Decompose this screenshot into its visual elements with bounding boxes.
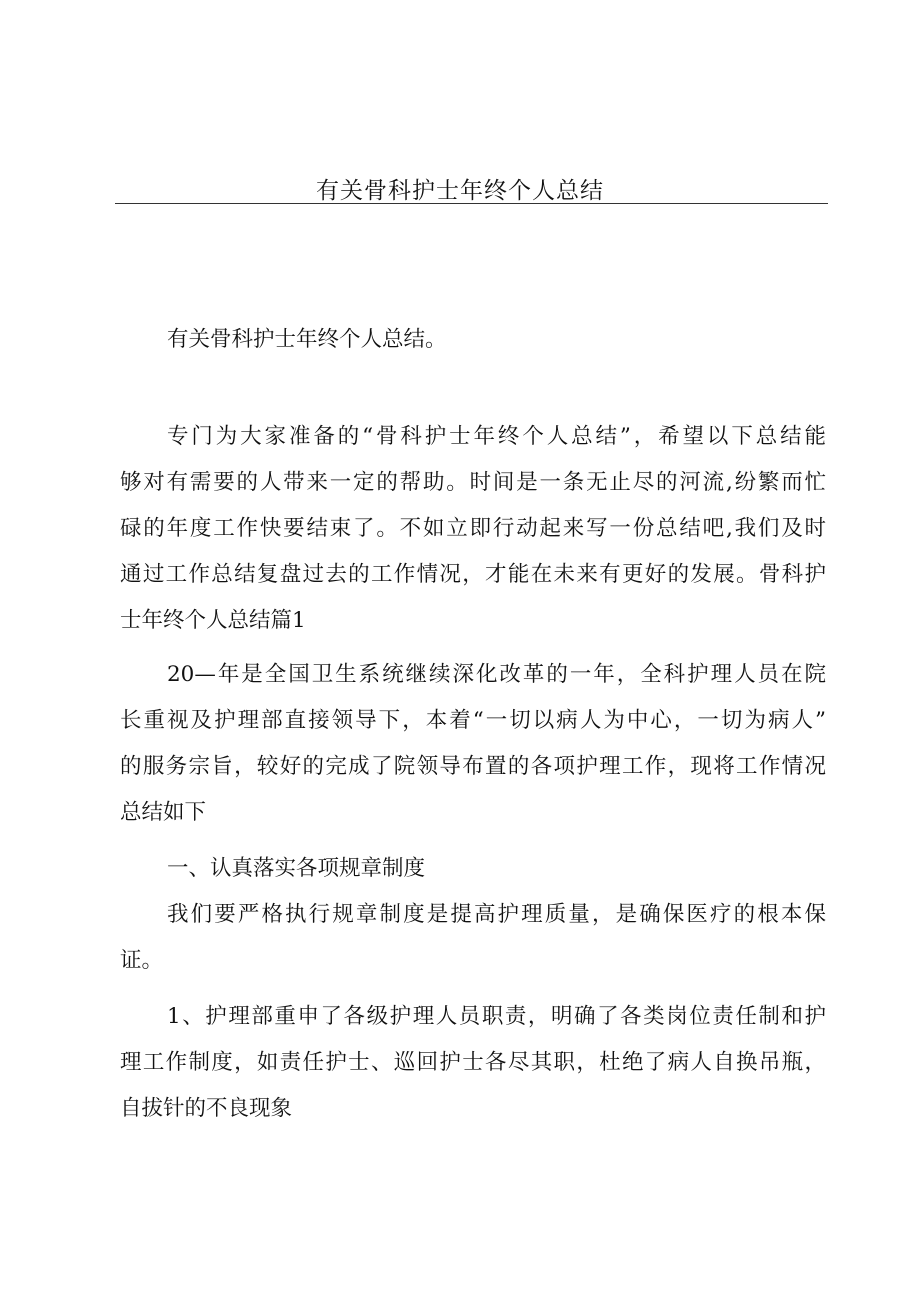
text-line: 碌的年度工作快要结束了。不如立即行动起来写一份总结吧,我们及时 bbox=[120, 516, 826, 541]
text-line: 我们要严格执行规章制度是提高护理质量，是确保医疗的根本保 bbox=[167, 902, 826, 927]
text-line: 20—年是全国卫生系统继续深化改革的一年，全科护理人员在院 bbox=[167, 662, 826, 687]
text-line: 自拔针的不良现象 bbox=[120, 1096, 293, 1121]
document-title: 有关骨科护士年终个人总结 bbox=[316, 178, 604, 204]
text-line: 长重视及护理部直接领导下，本着“一切以病人为中心，一切为病人” bbox=[120, 708, 826, 733]
text-line: 通过工作总结复盘过去的工作情况，才能在未来有更好的发展。骨科护 bbox=[120, 562, 826, 587]
text-line: 的服务宗旨，较好的完成了院领导布置的各项护理工作，现将工作情况 bbox=[120, 754, 826, 779]
subtitle: 有关骨科护士年终个人总结。 bbox=[167, 327, 447, 352]
text-line: 士年终个人总结篇1 bbox=[120, 608, 306, 633]
section-heading: 一、认真落实各项规章制度 bbox=[167, 856, 426, 881]
text-line: 证。 bbox=[120, 948, 164, 973]
text-line: 总结如下 bbox=[120, 800, 207, 825]
text-line: 理工作制度，如责任护士、巡回护士各尽其职，杜绝了病人自换吊瓶， bbox=[120, 1050, 826, 1075]
text-line: 够对有需要的人带来一定的帮助。时间是一条无止尽的河流,纷繁而忙 bbox=[120, 470, 826, 495]
title-divider bbox=[115, 203, 828, 204]
text-line: 专门为大家准备的“骨科护士年终个人总结”，希望以下总结能 bbox=[167, 424, 826, 449]
text-line: 1、护理部重申了各级护理人员职责，明确了各类岗位责任制和护 bbox=[167, 1004, 826, 1029]
